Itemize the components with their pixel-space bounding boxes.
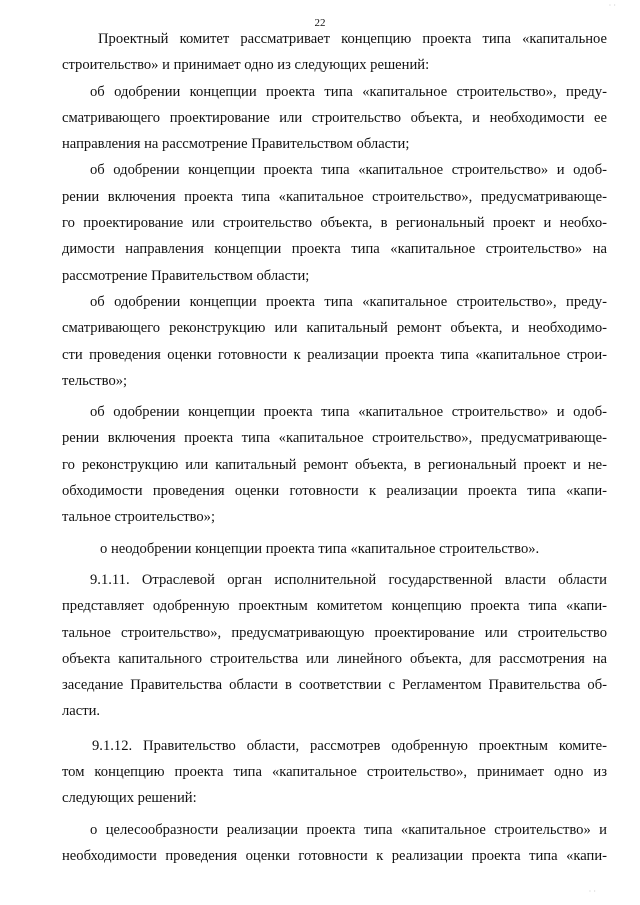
text-line: го проектирование или строительство объекта, в региональный проект и необхо-	[62, 215, 607, 232]
text-line: об одобрении концепции проекта типа «капитальное строительство», преду-	[90, 83, 607, 100]
text-line: направления на рассмотрение Правительством области;	[62, 136, 410, 153]
text-line: об одобрении концепции проекта типа «капитальное строительство» и одоб-	[90, 162, 607, 179]
text-line: представляет одобренную проектным комитетом концепцию проекта типа «капи-	[62, 598, 607, 615]
text-line: следующих решений:	[62, 790, 197, 807]
text-line: об одобрении концепции проекта типа «капитальное строительство», преду-	[90, 293, 607, 310]
corner-mark-bottom: · ·	[588, 887, 596, 896]
page-number: 22	[314, 17, 326, 29]
text-line: сматривающего реконструкцию или капитальный ремонт объекта, и необходимо-	[62, 320, 607, 337]
text-line: строительство» и принимает одно из следующих решений:	[62, 57, 430, 74]
text-line: сматривающего проектирование или строительство объекта, и необходимости ее	[62, 109, 607, 126]
text-line: необходимости проведения оценки готовности к реализации проекта типа «капи-	[62, 847, 607, 864]
text-line: рассмотрение Правительством области;	[62, 267, 310, 284]
document-body	[62, 26, 607, 869]
text-line: рении включения проекта типа «капитальное строительство», предусматривающе-	[62, 430, 607, 447]
text-line: тельство»;	[62, 372, 128, 389]
text-line: том концепцию проекта типа «капитальное строительство», принимает одно из	[62, 764, 607, 781]
text-line: заседание Правительства области в соответствии с Регламентом Правительства об-	[62, 677, 607, 694]
text-line: объекта капитального строительства или линейного объекта, для рассмотрения на	[62, 650, 607, 667]
text-line: об одобрении концепции проекта типа «капитальное строительство» и одоб-	[90, 404, 607, 421]
text-line: рении включения проекта типа «капитальное строительство», предусматривающе-	[62, 188, 607, 205]
text-line: димости направления концепции проекта типа «капитальное строительство» на	[62, 241, 607, 258]
text-line: 9.1.12. Правительство области, рассмотрев одобренную проектным комите-	[92, 737, 607, 754]
text-line: тальное строительство», предусматривающую проектирование или строительство	[62, 624, 607, 641]
text-line: ласти.	[62, 703, 101, 720]
text-line: сти проведения оценки готовности к реализации проекта типа «капитальное строи-	[62, 346, 607, 363]
text-line: о целесообразности реализации проекта типа «капитальное строительство» и	[90, 821, 607, 838]
text-line: тальное строительство»;	[62, 509, 216, 526]
text-line: го реконструкцию или капитальный ремонт объекта, в региональный проект и не-	[62, 456, 607, 473]
text-line: 9.1.11. Отраслевой орган исполнительной государственной власти области	[90, 571, 607, 588]
text-line: Проектный комитет рассматривает концепцию проекта типа «капитальное	[98, 31, 607, 47]
corner-mark-top: · ·	[608, 1, 616, 10]
text-line: о неодобрении концепции проекта типа «капитальное строительство».	[100, 540, 540, 557]
text-line: обходимости проведения оценки готовности к реализации проекта типа «капи-	[62, 483, 607, 500]
